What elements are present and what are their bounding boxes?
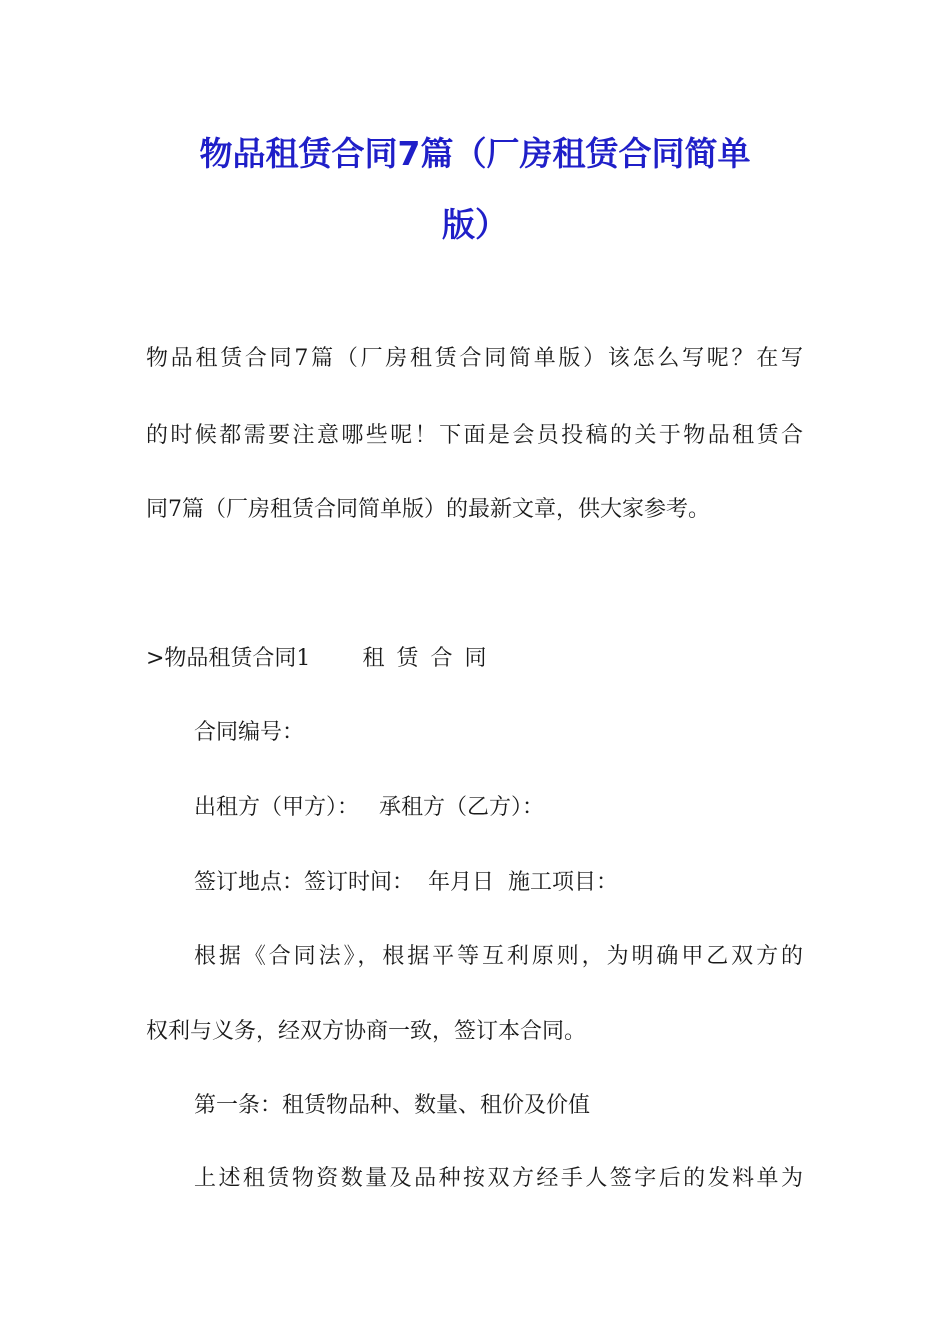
article-1-text: 上述租赁物资数量及品种按双方经手人签字后的发料单为 [194,1166,803,1191]
project-label: 施工项目： [508,870,619,895]
lessee-label: 承租方（乙方）： [379,795,545,820]
document-title-line-2: 版） [442,205,508,244]
document-title-line-1: 物品租赁合同7篇（厂房租赁合同简单 [199,134,751,173]
contract-number-label: 合同编号： [194,720,305,745]
article-1-title: 第一条：租赁物品种、数量、租价及价值 [194,1093,591,1118]
lessor-label: 出租方（甲方）： [194,795,360,820]
contract-heading: 租赁合同 [362,646,499,671]
intro-paragraph-line-3: 同7篇（厂房租赁合同简单版）的最新文章，供大家参考。 [146,497,710,522]
intro-paragraph-line-2: 的时候都需要注意哪些呢！下面是会员投稿的关于物品租赁合 [146,423,803,448]
sign-date-label: 年月日 [428,870,495,895]
basis-paragraph-line-1: 根据《合同法》，根据平等互利原则，为明确甲乙双方的 [194,944,803,969]
intro-paragraph-line-1: 物品租赁合同7篇（厂房租赁合同简单版）该怎么写呢？在写 [146,346,803,371]
parties-line [194,794,544,822]
sign-place-label: 签订地点：签订时间： [194,870,415,895]
section-heading [146,645,498,673]
basis-paragraph-line-2: 权利与义务，经双方协商一致，签订本合同。 [146,1019,587,1044]
section-marker: >物品租赁合同1 [146,646,311,671]
signing-line [194,869,618,897]
